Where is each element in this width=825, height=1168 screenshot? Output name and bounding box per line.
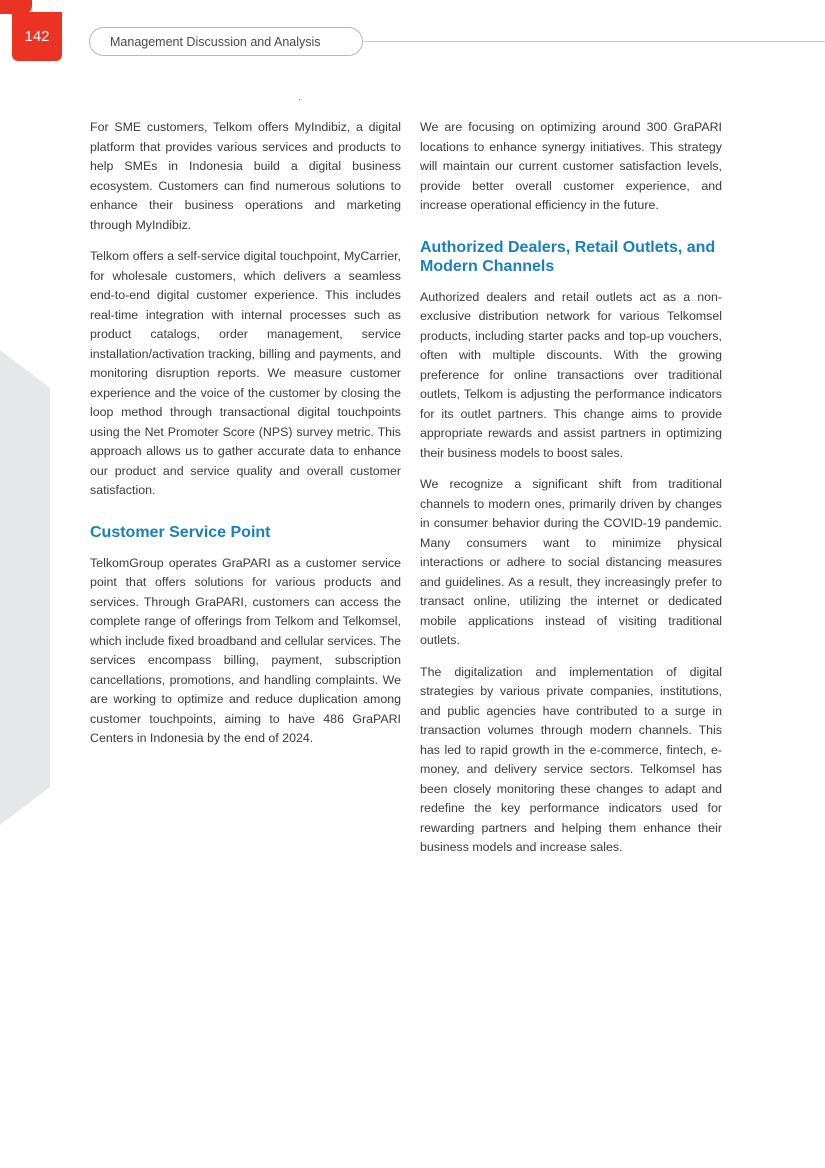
paragraph-dealers-outlets: Authorized dealers and retail outlets act as a non-exclusive distribution network for various Telkomsel products, including starter packs and top-up vouchers, often with multiple discounts. With the growing preference for online transactions over traditional outlets, Telkom is adjusting the performance indicators for its outlet partners. This change aims to provide appropriate rewards and assist partners in optimizing their business models to boost sales. xyxy=(420,289,722,460)
paragraph-mycarrier: Telkom offers a self-service digital touchpoint, MyCarrier, for wholesale customers, which delivers a seamless end-to-end digital customer experience. This includes real-time integration with internal processes such as product catalogs, order management, service installation/activation tracking, billing and payments, and monitoring disruption reports. We measure customer experience and the voice of the customer by closing the loop method through transactional digital touchpoints using the Net Promoter Score (NPS) survey metric. This approach allows us to gather accurate data to enhance our product and service quality and overall customer satisfaction. xyxy=(90,249,401,497)
section-title: Management Discussion and Analysis xyxy=(110,34,321,49)
page-number: 142 xyxy=(24,28,50,45)
paragraph-myindibiz: For SME customers, Telkom offers MyIndibiz, a digital platform that provides various services and products to help SMEs in Indonesia build a digital business ecosystem. Customers can find numerous solutions to enhance their business operations and marketing through MyIndibiz. xyxy=(90,120,401,232)
heading-customer-service-point: Customer Service Point xyxy=(90,523,271,541)
section-title-pill xyxy=(89,27,363,56)
page-number-tab xyxy=(12,12,62,61)
left-column xyxy=(90,118,401,761)
paragraph-modern-channels: We recognize a significant shift from traditional channels to modern ones, primarily driven by changes in consumer behavior during the COVID-19 pandemic. Many consumers want to minimize physical interactions or adhere to social distancing measures and guidelines. As a result, they increasingly prefer to transact online, utilizing the internet or dedicated mobile applications instead of visiting traditional outlets. xyxy=(420,477,722,647)
right-column xyxy=(420,118,722,870)
header-rule xyxy=(362,41,825,42)
paragraph-digitalization: The digitalization and implementation of digital strategies by various private companies, institutions, and public agencies have contributed to a surge in transaction volumes through modern channels. This has led to rapid growth in the e-commerce, fintech, e-money, and delivery service sectors. Telkomsel has been closely monitoring these changes to adapt and redefine the key performance indicators used for rewarding partners and helping them enhance their business models and increase sales. xyxy=(420,664,722,854)
paragraph-grapari-optimization: We are focusing on optimizing around 300 GraPARI locations to enhance synergy initiatives. This strategy will maintain our current customer satisfaction levels, provide better overall customer experience, and increase operational efficiency in the future. xyxy=(420,120,722,212)
stray-dot xyxy=(299,99,300,100)
heading-authorized-dealers: Authorized Dealers, Retail Outlets, and Modern Channels xyxy=(420,238,716,275)
side-decoration xyxy=(0,350,50,825)
paragraph-grapari: TelkomGroup operates GraPARI as a customer service point that offers solutions for various products and services. Through GraPARI, customers can access the complete range of offerings from Telkom and Telkomsel, which include fixed broadband and cellular services. The services encompass billing, payment, subscription cancellations, promotions, and handling complaints. We are working to optimize and reduce duplication among customer touchpoints, aiming to have 486 GraPARI Centers in Indonesia by the end of 2024. xyxy=(90,555,401,745)
